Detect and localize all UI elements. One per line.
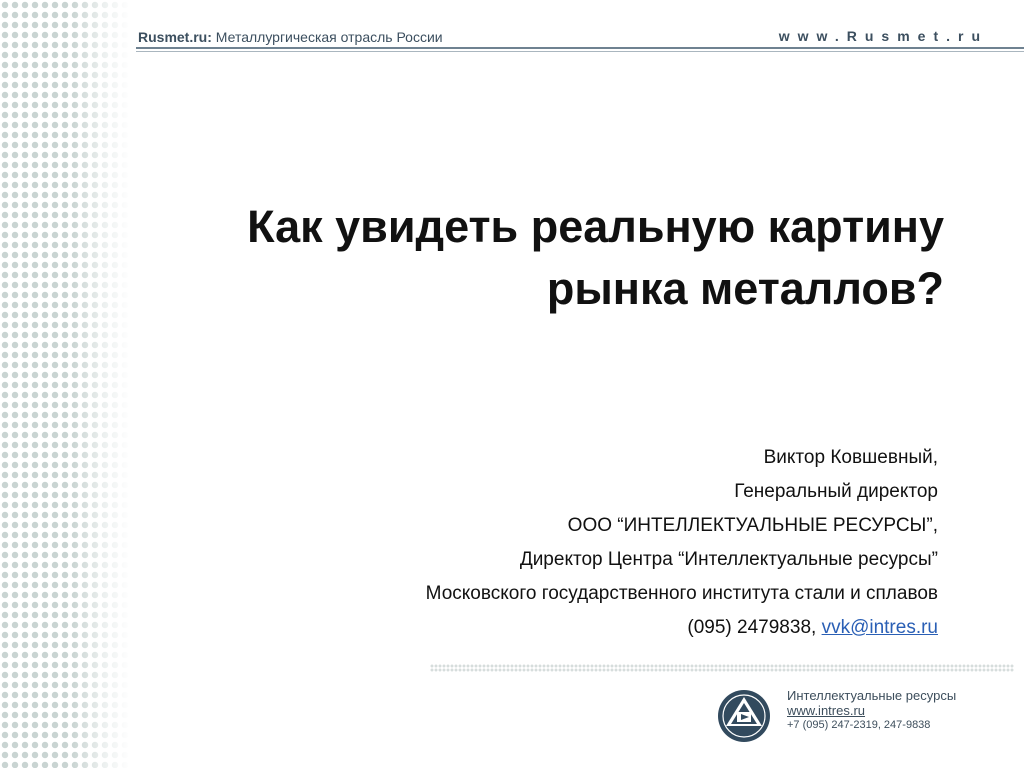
- footer-divider: [430, 664, 1014, 672]
- slide-title-line-1: Как увидеть реальную картину: [247, 201, 944, 252]
- slide-title: [124, 196, 944, 320]
- header-divider: [136, 47, 1024, 49]
- author-role: Директор Центра “Интеллектуальные ресурсы”: [519, 549, 938, 570]
- dotted-side-decoration: [0, 0, 130, 768]
- author-contact: [238, 611, 938, 645]
- footer-company-name: Интеллектуальные ресурсы: [787, 688, 957, 703]
- intellectual-resources-logo-icon: [716, 688, 772, 744]
- author-company: ООО “ИНТЕЛЛЕКТУАЛЬНЫЕ РЕСУРСЫ”,: [567, 515, 938, 536]
- header-tagline: Металлургическая отрасль России: [215, 29, 443, 45]
- footer-website-link[interactable]: www.intres.ru: [787, 703, 866, 718]
- author-institute: Московского государственного института стали и сплавов: [425, 583, 938, 604]
- header-divider-thin: [136, 51, 1024, 52]
- header-title: [138, 29, 443, 45]
- header-site-url: www.Rusmet.ru: [778, 28, 988, 44]
- footer-contact: [787, 688, 956, 733]
- header-brand: Rusmet.ru:: [138, 29, 212, 45]
- author-phone: (095) 2479838,: [687, 617, 817, 638]
- author-email-link[interactable]: vvk@intres.ru: [821, 617, 938, 638]
- author-position: Генеральный директор: [734, 481, 938, 502]
- author-block: [238, 441, 938, 645]
- slide-title-line-2: рынка металлов?: [546, 263, 944, 314]
- author-name: Виктор Ковшевный,: [763, 447, 938, 468]
- footer-phones: +7 (095) 247-2319, 247-9838: [787, 719, 931, 731]
